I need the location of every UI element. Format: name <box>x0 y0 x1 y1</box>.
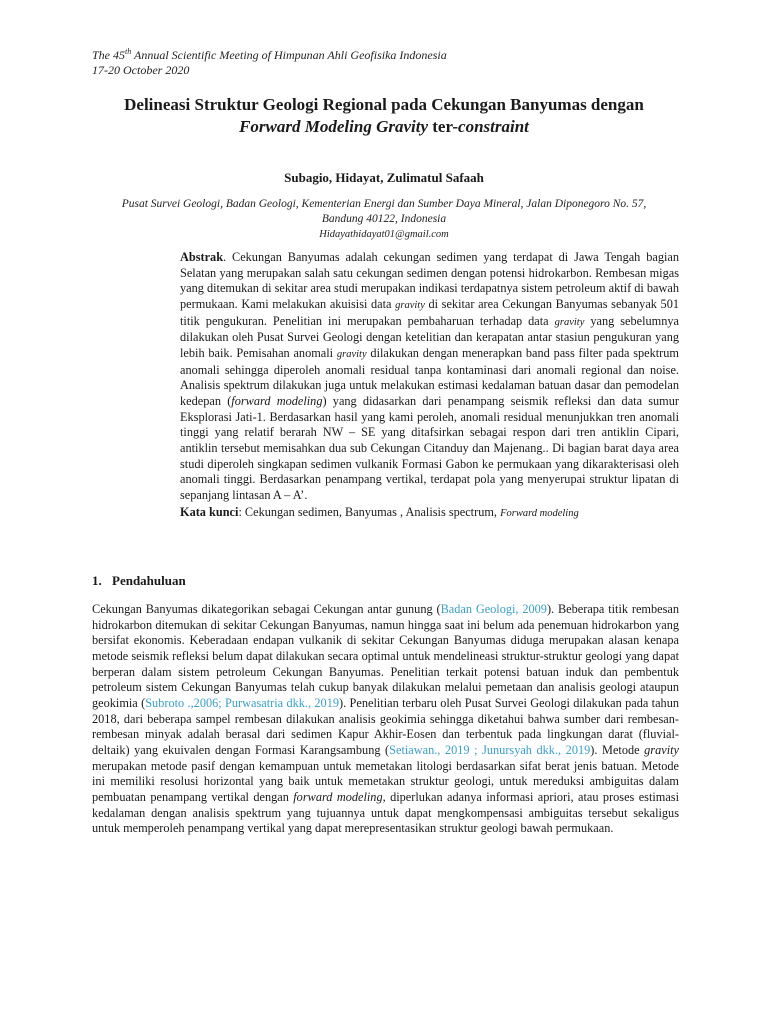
affiliation-line-2: Bandung 40122, Indonesia <box>321 213 447 225</box>
conference-name: The 45th Annual Scientific Meeting of Himpunan Ahli Geofisika Indonesia <box>92 47 447 62</box>
keywords-label: Kata kunci <box>180 504 239 519</box>
section-number: 1. <box>92 573 102 588</box>
citation-link[interactable]: Setiawan., 2019 ; Junursyah dkk., 2019 <box>389 742 591 757</box>
author-list: Subagio, Hidayat, Zulimatul Safaah <box>284 170 484 185</box>
title-line-2: Forward Modeling Gravity ter-constraint <box>239 117 529 136</box>
abstract-label: Abstrak <box>180 250 224 264</box>
paper-title <box>0 94 768 138</box>
section-title: Pendahuluan <box>112 573 186 588</box>
title-line-1: Delineasi Struktur Geologi Regional pada Cekungan Banyumas dengan <box>124 95 644 114</box>
section-heading <box>92 573 186 589</box>
affiliation-line-1: Pusat Survei Geologi, Badan Geologi, Kementerian Energi dan Sumber Daya Mineral, Jalan Diponegoro No. 57, <box>121 198 647 210</box>
citation-link[interactable]: Badan Geologi, 2009 <box>440 602 547 616</box>
citation-link[interactable]: Subroto .,2006; Purwasatria dkk., 2019 <box>145 695 340 710</box>
conference-header <box>92 44 447 78</box>
keywords: Kata kunci: Cekungan sedimen, Banyumas , Analisis spectrum, Forward modeling <box>180 504 579 519</box>
abstract <box>180 250 679 521</box>
author-email: Hidayathidayat01@gmail.com <box>319 229 449 240</box>
body-paragraph: Cekungan Banyumas dikategorikan sebagai Cekungan antar gunung (Badan Geologi, 2009). Beberapa titik rembesan hidrokarbon ditemukan di sekitar Cekungan Banyumas, namun hingga saat ini belum ada penemuan hidrokarbon yang bersifat ekonomis. Keberadaan endapan vulkanik di sekitar Cekungan Banyumas diduga merupakan alasan kenapa metode seismik refleksi belum dapat dilakukan secara optimal untuk mendelineasi struktur-struktur geologi yang dapat berperan dalam sistem petroleum Cekungan Banyumas. Penelitian terkait potensi batuan induk dan pembentuk petroleum sistem Cekungan Banyumas telah cukup banyak dilakukan melalui pemetaan dan analisis geologi ataupun geokimia (Subroto .,2006; Purwasatria dkk., 2019). Penelitian terbaru oleh Pusat Survei Geologi dilakukan pada tahun 2018, dari beberapa sampel rembesan dilakukan analisis geokimia sehingga diketahui bahwa sumber dari rembesan-rembesan minyak adalah berasal dari sedimen Kapur Akhir-Eosen dan terbentuk pada lingkungan darat (fluvial-deltaik) yang ekuivalen dengan Formasi Karangsambung (Setiawan., 2019 ; Junursyah dkk., 2019). Metode gravity merupakan metode pasif dengan kemampuan untuk memetakan litologi berdasarkan sifat berat jenis batuan. Metode ini memiliki resolusi horizontal yang baik untuk memetakan struktur geologi, untuk mereduksi ambiguitas dalam pembuatan penampang vertikal dengan forward modeling, diperlukan adanya informasi apriori, atau proses estimasi kedalaman dengan analisis spektrum yang tujuannya untuk dapat mengkompensasi ambiguitas tersebut sekaligus untuk memperoleh penampang vertikal yang dapat merepresentasikan struktur geologi bawah permukaan. <box>92 602 679 836</box>
abstract-text: Abstrak. Cekungan Banyumas adalah cekungan sedimen yang terdapat di Jawa Tengah bagian Selatan yang merupakan salah satu cekungan sedimen dengan potensi hidrokarbon. Rembesan migas yang ditemukan di sekitar area studi merupakan indikasi terdapatnya sistem petroleum aktif di bawah permukaan. Kami melakukan akuisisi data gravity di sekitar area Cekungan Banyumas sebanyak 501 titik pengukuran. Penelitian ini merupakan pembaharuan terhadap data gravity yang sebelumnya dilakukan oleh Pusat Survei Geologi dengan ketelitian dan kerapatan antar stasiun pengukuran yang lebih baik. Pemisahan anomali gravity dilakukan dengan menerapkan band pass filter pada spektrum anomali sehingga diperoleh anomali residual tanpa kontaminasi dari anomali regional dan noise. Analisis spektrum dilakukan juga untuk melakukan estimasi kedalaman batuan dasar dan pemodelan kedepan (forward modeling) yang didasarkan dari penampang seismik refleksi dan data sumur Eksplorasi Jati-1. Berdasarkan hasil yang kami peroleh, anomali residual menunjukkan tren anomali tinggi yang relatif berarah NW – SE yang ditafsirkan sebagai respon dari tren antiklin Cipari, antiklin tersebut memisahkan dua sub Cekungan Citanduy dan Majenang.. Di bagian barat daya area studi diperoleh singkapan sedimen vulkanik Formasi Gabon ke permukaan yang dikarakterisasi oleh anomali tinggi. Berdasarkan penampang vertikal, terdapat pola yang menyerupai struktur lipatan di sepanjang lintasan A – A’. <box>180 250 679 502</box>
conference-date: 17-20 October 2020 <box>92 63 190 77</box>
affiliation <box>80 197 688 242</box>
